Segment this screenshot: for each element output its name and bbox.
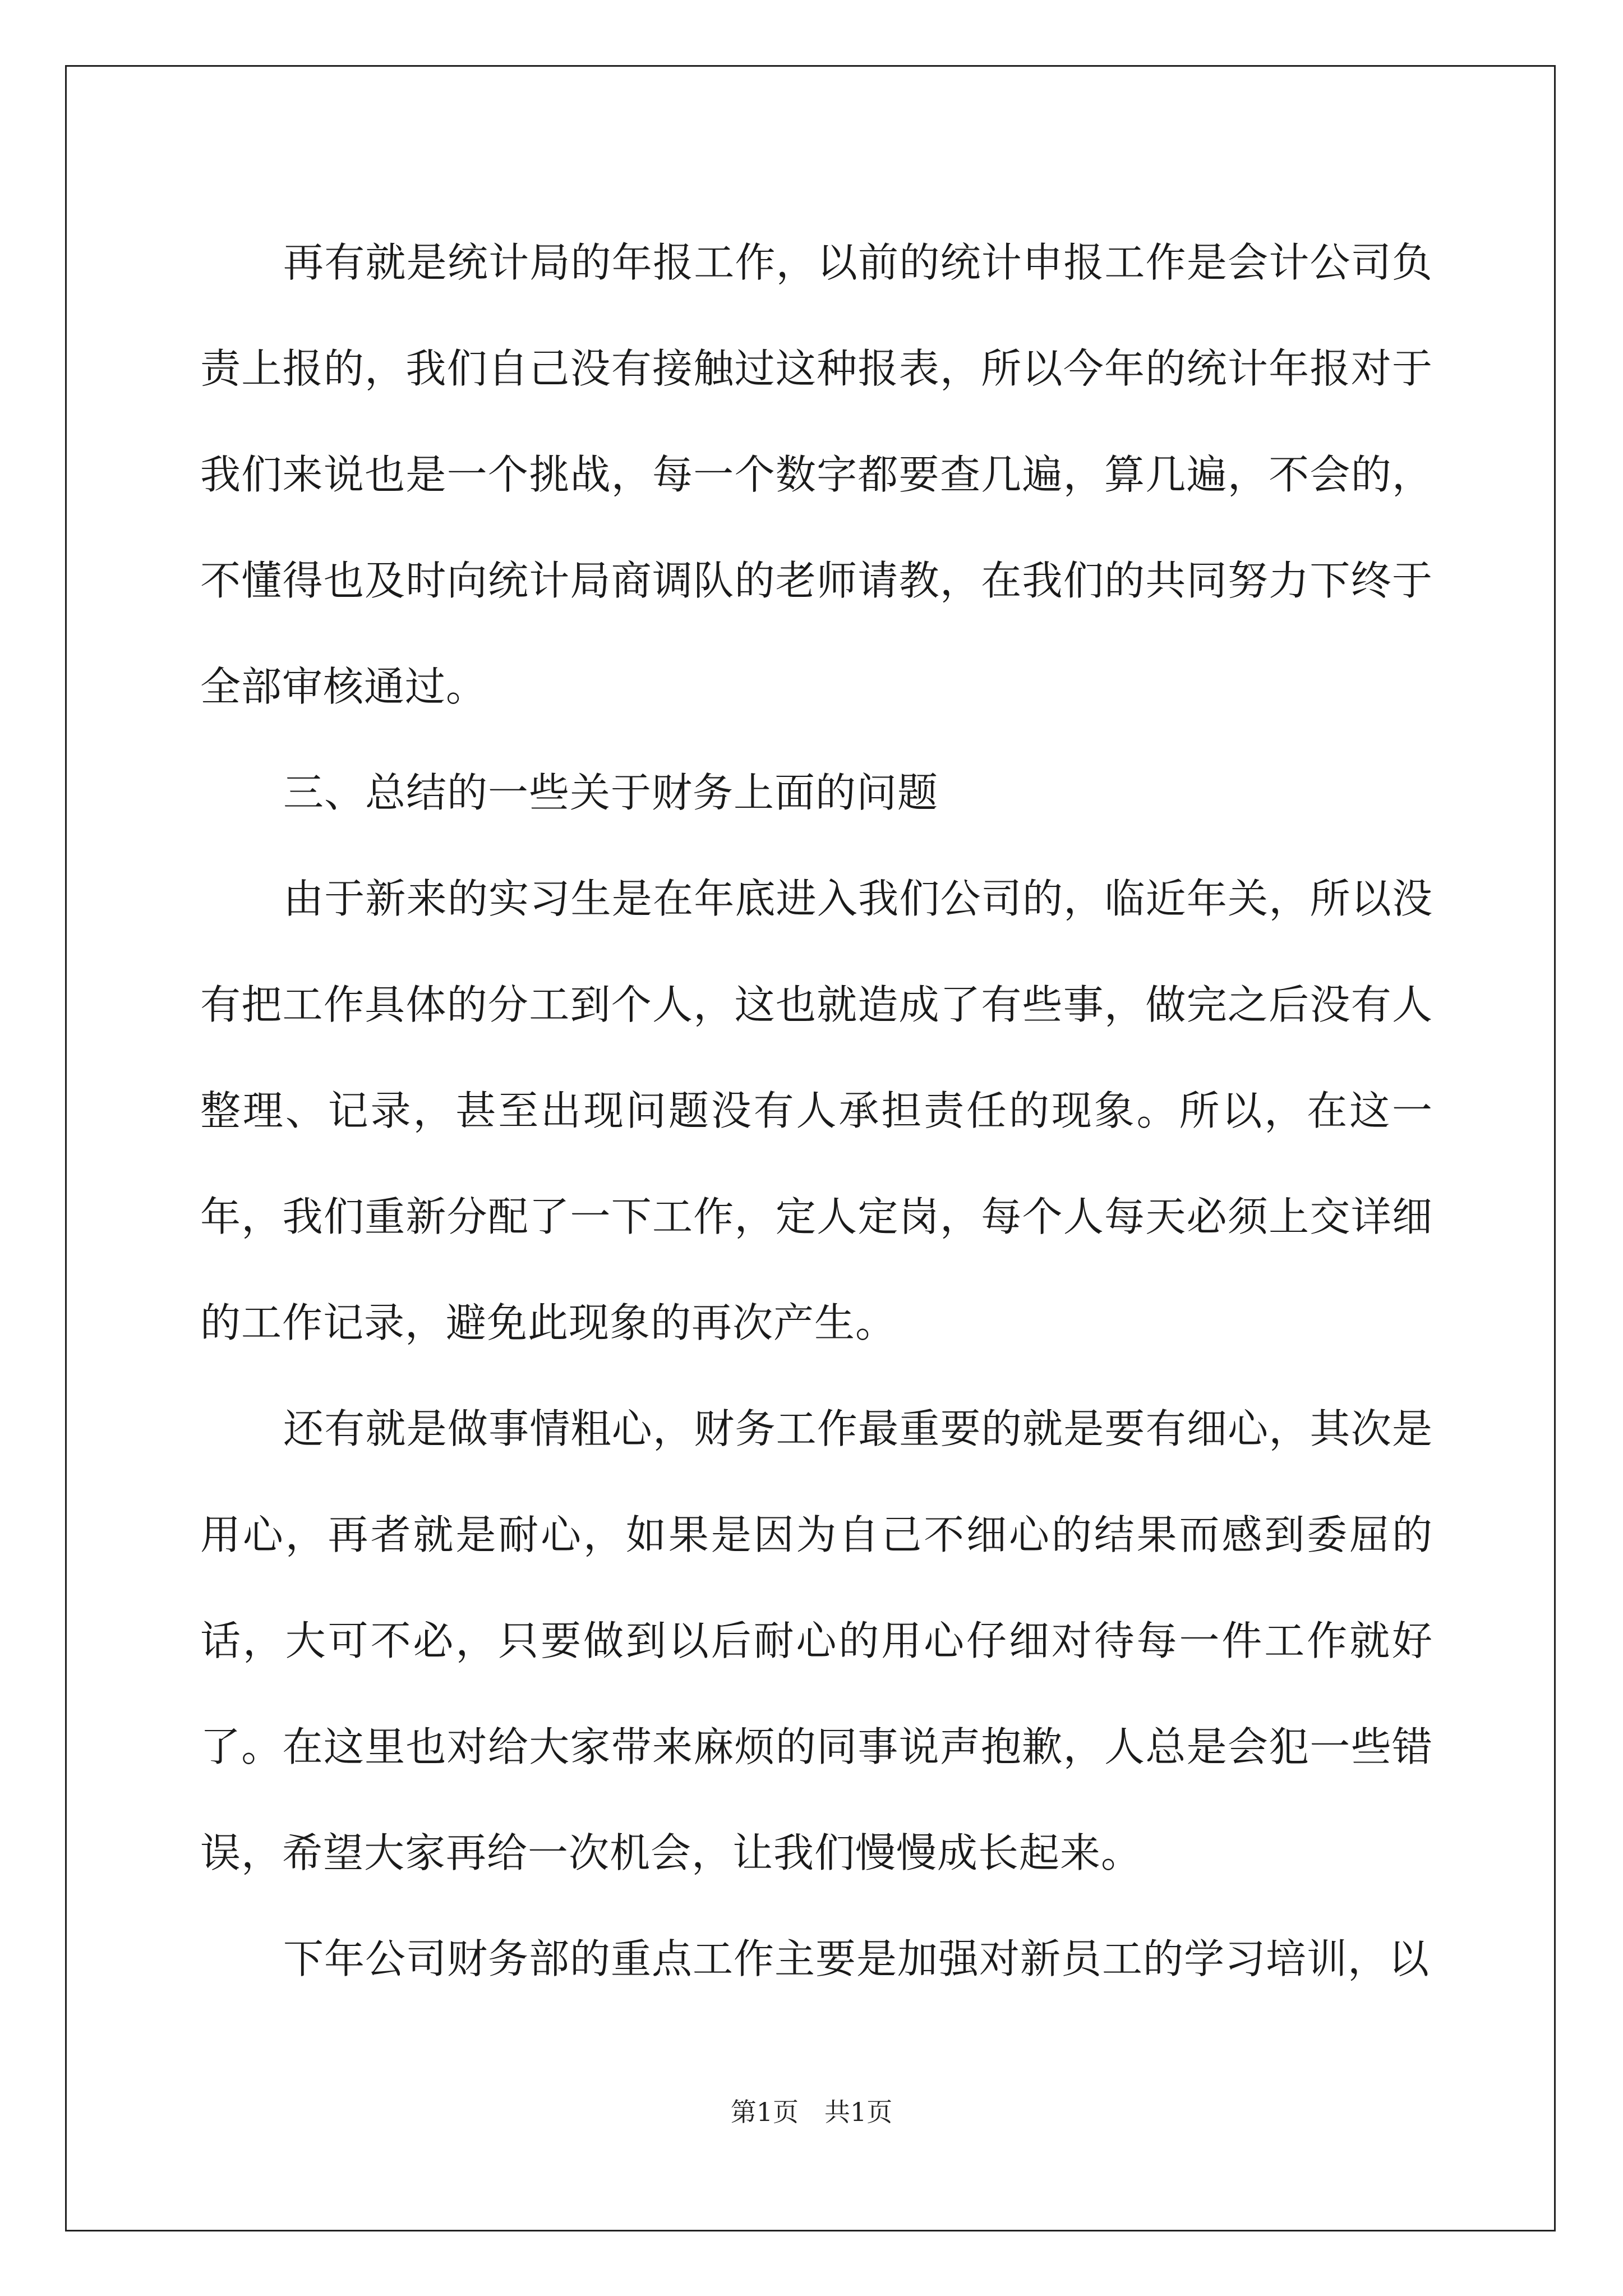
page-footer: 第1页 共1页 bbox=[730, 2097, 893, 2127]
document-body bbox=[200, 210, 1433, 2012]
paragraph-statistics-report: 再有就是统计局的年报工作，以前的统计申报工作是会计公司负责上报的，我们自己没有接触过这种报表，所以今年的统计年报对于我们来说也是一个挑战，每一个数字都要查几遍，算几遍，不会的，不懂得也及时向统计局商调队的老师请教，在我们的共同努力下终于全部审核通过。 bbox=[200, 239, 1433, 710]
paragraph-carelessness: 还有就是做事情粗心，财务工作最重要的就是要有细心，其次是用心，再者就是耐心，如果是因为自己不细心的结果而感到委屈的话，大可不必，只要做到以后耐心的用心仔细对待每一件工作就好了。在这里也对给大家带来麻烦的同事说声抱歉，人总是会犯一些错误，希望大家再给一次机会，让我们慢慢成长起来。 bbox=[200, 1405, 1433, 1876]
section-heading-three: 三、总结的一些关于财务上面的问题 bbox=[283, 769, 939, 816]
paragraph-intern-division: 由于新来的实习生是在年底进入我们公司的，临近年关，所以没有把工作具体的分工到个人，这也就造成了有些事，做完之后没有人整理、记录，甚至出现问题没有人承担责任的现象。所以，在这一年，我们重新分配了一下工作，定人定岗，每个人每天必须上交详细的工作记录，避免此现象的再次产生。 bbox=[200, 875, 1433, 1346]
paragraph-next-year-plan: 下年公司财务部的重点工作主要是加强对新员工的学习培训，以 bbox=[283, 1935, 1430, 1982]
